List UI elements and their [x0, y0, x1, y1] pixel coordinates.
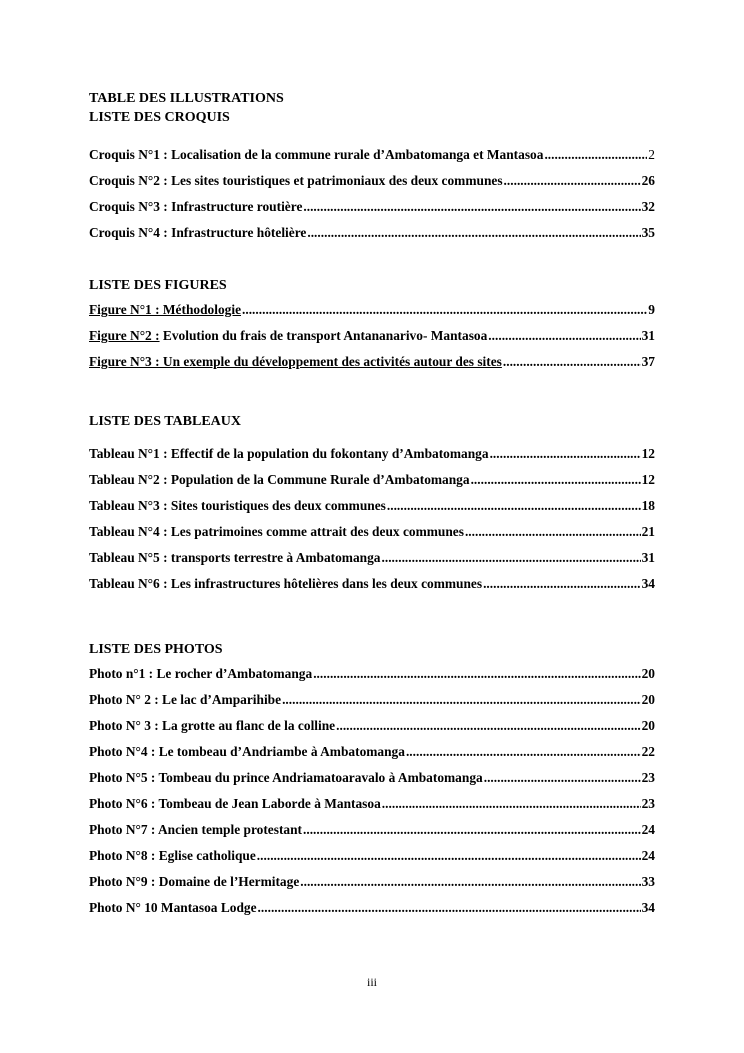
page-title: TABLE DES ILLUSTRATIONS — [89, 91, 284, 106]
list-item[interactable] — [89, 843, 655, 869]
figures-heading: LISTE DES FIGURES — [89, 278, 227, 293]
list-item[interactable] — [89, 545, 655, 571]
leader-dots — [336, 713, 640, 739]
entry-page: 22 — [641, 744, 655, 759]
leader-dots — [544, 142, 647, 168]
entry-page: 24 — [641, 822, 655, 837]
tableaux-heading: LISTE DES TABLEAUX — [89, 414, 241, 429]
list-item[interactable] — [89, 817, 655, 843]
list-item[interactable] — [89, 297, 655, 323]
entry-label: Photo N°4 : Le tombeau d’Andriambe à Ambatomanga — [89, 744, 405, 759]
entry-page: 20 — [641, 692, 655, 707]
leader-dots — [483, 571, 641, 597]
leader-dots — [282, 687, 641, 713]
entry-page: 32 — [641, 199, 655, 214]
list-item[interactable] — [89, 661, 655, 687]
list-item[interactable] — [89, 869, 655, 895]
list-item[interactable] — [89, 687, 655, 713]
leader-dots — [303, 194, 640, 220]
photos-heading: LISTE DES PHOTOS — [89, 642, 223, 657]
leader-dots — [258, 895, 641, 921]
entry-page: 37 — [641, 354, 655, 369]
list-item[interactable] — [89, 571, 655, 597]
list-item[interactable] — [89, 194, 655, 220]
entry-label: Tableau N°1 : Effectif de la population du fokontany d’Ambatomanga — [89, 446, 489, 461]
entry-page: 26 — [641, 173, 655, 188]
tableaux-section — [89, 412, 655, 431]
entry-label: Croquis N°1 : Localisation de la commune rurale d’Ambatomanga et Mantasoa — [89, 147, 544, 162]
title-block — [89, 89, 655, 127]
tableaux-list — [89, 441, 655, 597]
entry-label: Photo n°1 : Le rocher d’Ambatomanga — [89, 666, 313, 681]
entry-label-rest: Evolution du frais de transport Antananarivo- Mantasoa — [159, 328, 488, 343]
leader-dots — [307, 220, 640, 246]
page-number: iii — [366, 975, 377, 989]
entry-page: 31 — [641, 328, 655, 343]
entry-label: Photo N° 2 : Le lac d’Amparihibe — [89, 692, 282, 707]
entry-page: 12 — [641, 446, 655, 461]
list-item[interactable] — [89, 220, 655, 246]
entry-label: Tableau N°3 : Sites touristiques des deux communes — [89, 498, 386, 513]
entry-page: 21 — [641, 524, 655, 539]
entry-page: 18 — [641, 498, 655, 513]
entry-label: Photo N°5 : Tombeau du prince Andriamatoaravalo à Ambatomanga — [89, 770, 483, 785]
entry-label: Photo N°8 : Eglise catholique — [89, 848, 256, 863]
entry-label: Photo N° 10 Mantasoa Lodge — [89, 900, 257, 915]
leader-dots — [313, 661, 640, 687]
entry-label: Tableau N°5 : transports terrestre à Ambatomanga — [89, 550, 381, 565]
entry-page: 34 — [641, 900, 655, 915]
entry-label: Croquis N°2 : Les sites touristiques et patrimoniaux des deux communes — [89, 173, 503, 188]
entry-label-underlined: Figure N°3 : Un exemple du développement des activités autour des sites — [89, 354, 502, 369]
figures-section — [89, 276, 655, 295]
entry-page: 23 — [641, 770, 655, 785]
list-item[interactable] — [89, 493, 655, 519]
croquis-list — [89, 142, 655, 246]
list-item[interactable] — [89, 142, 655, 168]
photos-list — [89, 661, 655, 921]
list-item[interactable] — [89, 323, 655, 349]
entry-page: 24 — [641, 848, 655, 863]
entry-page: 23 — [641, 796, 655, 811]
leader-dots — [503, 349, 641, 375]
entry-label: Tableau N°4 : Les patrimoines comme attrait des deux communes — [89, 524, 464, 539]
leader-dots — [303, 817, 641, 843]
list-item[interactable] — [89, 791, 655, 817]
list-item[interactable] — [89, 168, 655, 194]
list-item[interactable] — [89, 349, 655, 375]
list-item[interactable] — [89, 519, 655, 545]
entry-label: Photo N°6 : Tombeau de Jean Laborde à Mantasoa — [89, 796, 381, 811]
entry-label: Photo N° 3 : La grotte au flanc de la colline — [89, 718, 336, 733]
leader-dots — [382, 791, 641, 817]
entry-page: 35 — [641, 225, 655, 240]
list-item[interactable] — [89, 467, 655, 493]
list-item[interactable] — [89, 739, 655, 765]
entry-page: 12 — [641, 472, 655, 487]
leader-dots — [504, 168, 641, 194]
photos-section — [89, 640, 655, 659]
entry-label — [89, 297, 241, 323]
entry-label-underlined: Figure N°2 : — [89, 328, 160, 343]
entry-page: 31 — [641, 550, 655, 565]
entry-label — [89, 349, 502, 375]
leader-dots — [257, 843, 641, 869]
leader-dots — [465, 519, 641, 545]
entry-page: 9 — [648, 302, 655, 317]
entry-label: Croquis N°4 : Infrastructure hôtelière — [89, 225, 307, 240]
leader-dots — [488, 323, 640, 349]
leader-dots — [406, 739, 641, 765]
list-item[interactable] — [89, 895, 655, 921]
entry-page: 34 — [641, 576, 655, 591]
entry-label-underlined: Figure N°1 : Méthodologie — [89, 302, 242, 317]
leader-dots — [471, 467, 641, 493]
entry-page: 2 — [648, 147, 655, 162]
entry-page: 20 — [641, 718, 655, 733]
entry-label: Photo N°9 : Domaine de l’Hermitage — [89, 874, 300, 889]
croquis-heading: LISTE DES CROQUIS — [89, 110, 230, 125]
leader-dots — [382, 545, 641, 571]
list-item[interactable] — [89, 765, 655, 791]
entry-label: Croquis N°3 : Infrastructure routière — [89, 199, 303, 214]
leader-dots — [484, 765, 641, 791]
entry-label: Photo N°7 : Ancien temple protestant — [89, 822, 303, 837]
list-item[interactable] — [89, 441, 655, 467]
entry-label — [89, 323, 487, 349]
entry-label: Tableau N°6 : Les infrastructures hôtelières dans les deux communes — [89, 576, 483, 591]
entry-page: 33 — [641, 874, 655, 889]
leader-dots — [387, 493, 641, 519]
entry-label: Tableau N°2 : Population de la Commune Rurale d’Ambatomanga — [89, 472, 470, 487]
leader-dots — [300, 869, 640, 895]
entry-page: 20 — [641, 666, 655, 681]
leader-dots — [490, 441, 641, 467]
leader-dots — [242, 297, 647, 323]
list-item[interactable] — [89, 713, 655, 739]
figures-list — [89, 297, 655, 375]
